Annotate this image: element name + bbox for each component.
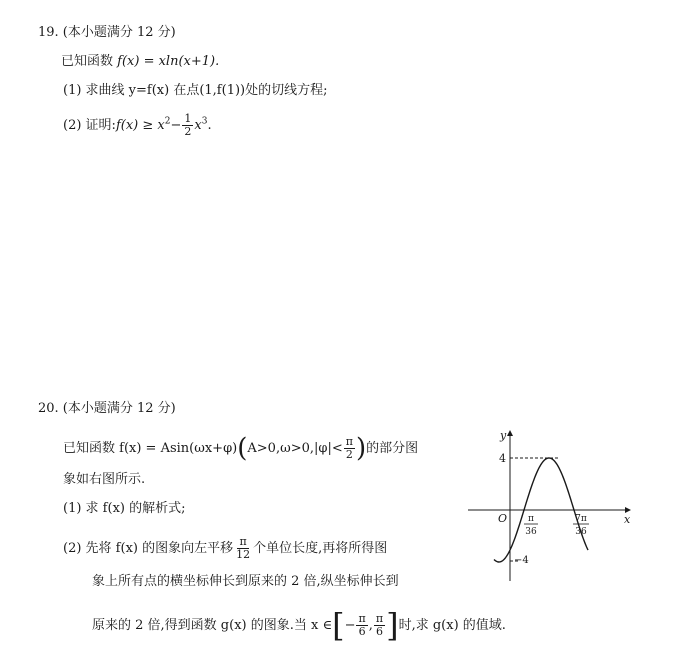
q20-int-b-num: π (375, 612, 384, 625)
q19-part2-minus: − (170, 118, 182, 133)
q19-part2-exp1: 2 (164, 116, 171, 127)
q20-interval-a (356, 613, 367, 638)
q20-p2-frac-den: 12 (236, 548, 251, 561)
q20-int-a-den: 6 (358, 625, 366, 638)
q19-part2-end: . (207, 118, 212, 133)
q20-part2-line3 (92, 606, 506, 645)
q20-line1-cond: A>0,ω>0,|φ|< (247, 441, 343, 456)
x2-tick-den: 36 (575, 527, 587, 537)
q20-line1-suffix: 的部分图 (366, 441, 419, 456)
y-min-label: −4 (514, 555, 529, 566)
q20-p2-l1-suffix: 个单位长度,再将所得图 (253, 541, 388, 556)
q20-p2-l1-prefix: (2) 先将 f(x) 的图象向左平移 (63, 541, 234, 556)
function-graph (464, 425, 644, 585)
q20-int-b-den: 6 (375, 625, 383, 638)
q20-part2-line1 (63, 536, 387, 561)
q19-part1: (1) 求曲线 y=f(x) 在点(1,f(1))处的切线方程; (63, 83, 328, 98)
q20-header: 20. (本小题满分 12 分) (38, 401, 176, 416)
q19-given-function: f(x) = xln(x+1). (117, 54, 220, 69)
q19-part2-exp2: 3 (201, 116, 208, 127)
q20-line1 (63, 433, 419, 464)
q20-interval-neg: − (344, 618, 356, 633)
right-bracket: ] (386, 606, 399, 645)
q20-line1-fraction (344, 436, 355, 461)
q20-line2: 象如右图所示. (63, 472, 146, 487)
x1-tick-num: π (528, 514, 534, 524)
q20-part1: (1) 求 f(x) 的解析式; (63, 501, 186, 516)
left-paren: ( (237, 433, 248, 464)
q19-part2 (63, 113, 212, 138)
right-paren: ) (355, 433, 367, 464)
q19-part2-prefix: (2) 证明: (63, 118, 116, 133)
q19-frac-num: 1 (184, 112, 192, 125)
x1-tick-den: 36 (525, 527, 537, 537)
y-axis-label: y (500, 429, 507, 442)
q20-l1-frac-den: 2 (345, 448, 353, 461)
q19-part2-lhs: f(x) ≥ x (115, 118, 165, 133)
q19-given-prefix: 已知函数 (61, 54, 114, 69)
q20-p2-l3-prefix: 原来的 2 倍,得到函数 g(x) 的图象.当 x ∈ (92, 618, 333, 633)
q20-p2-frac-num: π (239, 535, 247, 548)
y-max-label: 4 (499, 452, 506, 465)
q20-line1-prefix: 已知函数 f(x) = Asin(ωx+φ) (63, 441, 238, 456)
q20-interval-b (374, 613, 385, 638)
q20-p2-l3-suffix: 时,求 g(x) 的值域. (398, 618, 506, 633)
q19-part2-x: x (194, 118, 202, 133)
q19-part2-fraction (182, 113, 193, 138)
q20-l1-frac-num: π (345, 435, 353, 448)
q19-frac-den: 2 (184, 125, 192, 138)
q20-interval-comma: , (368, 618, 373, 633)
x-axis-label: x (624, 513, 631, 526)
q20-p2-fraction (234, 536, 252, 561)
q20-part2-line2: 象上所有点的横坐标伸长到原来的 2 倍,纵坐标伸长到 (92, 574, 399, 589)
left-bracket: [ (332, 606, 345, 645)
q20-int-a-num: π (358, 612, 366, 625)
q19-given (61, 54, 219, 70)
x2-tick-num: 7π (575, 514, 587, 524)
origin-label: O (498, 512, 508, 525)
q19-header: 19. (本小题满分 12 分) (38, 25, 176, 40)
